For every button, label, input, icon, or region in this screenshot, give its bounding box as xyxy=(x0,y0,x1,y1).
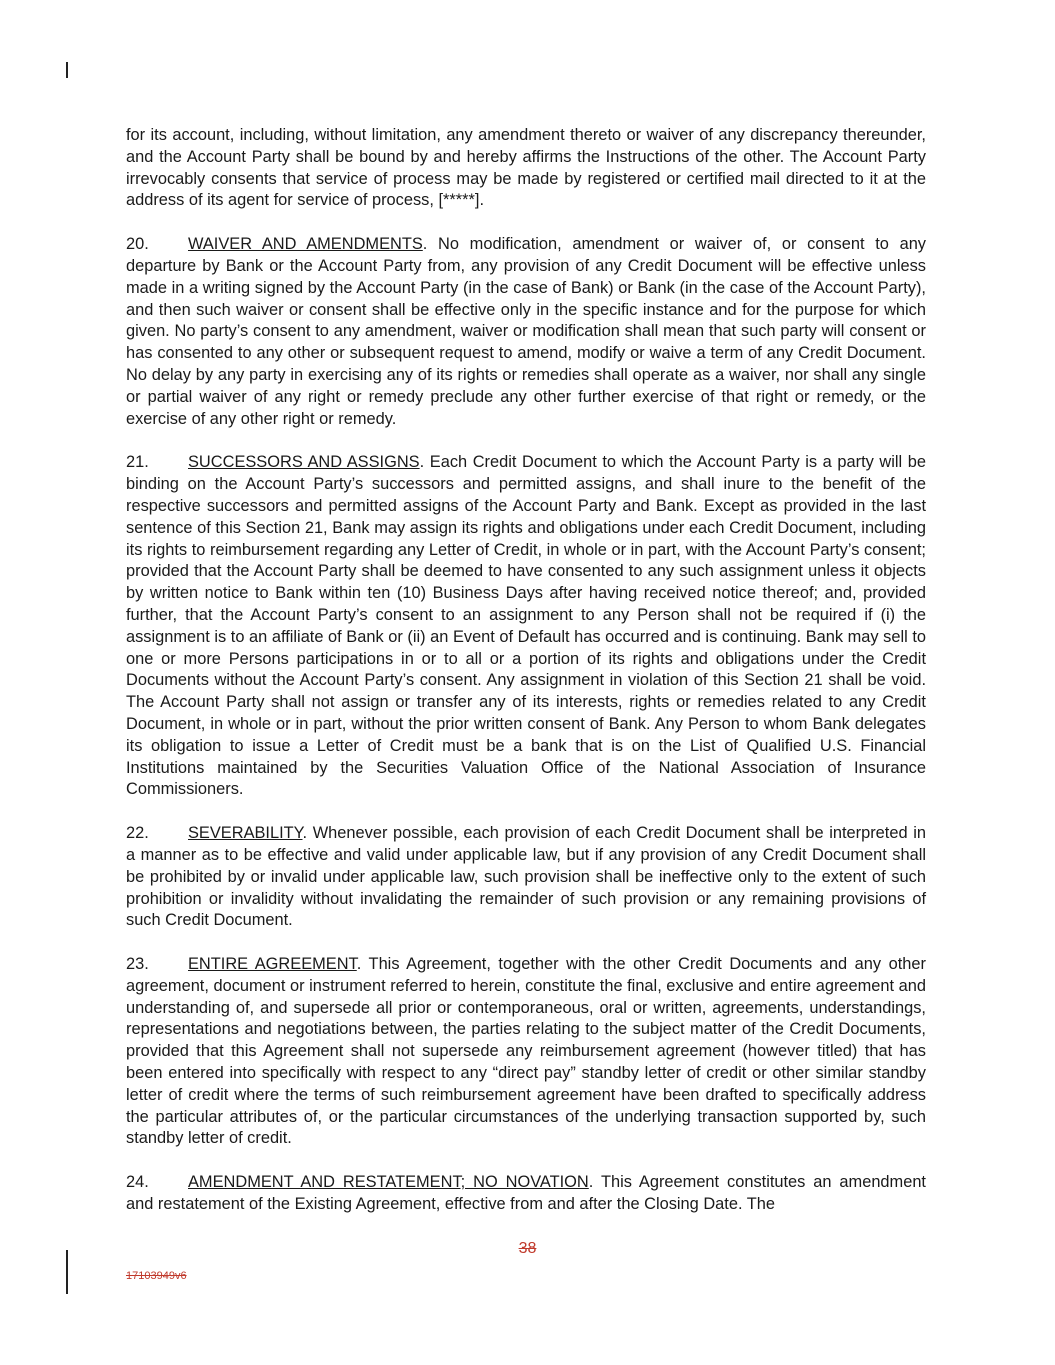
section-body: . This Agreement, together with the other Credit Documents and any other agreement, document or instrument referred to herein, constitute the final, exclusive and entire agreement and understanding of, and supersede all prior or contemporaneous, oral or written, agreements, understandings, representations and negotiations between, the parties relating to the subject matter of the Credit Documents, provided that this Agreement shall not supersede any reimbursement agreement (however titled) that has been entered into specifically with respect to any “direct pay” standby letter of credit or other similar standby letter of credit where the terms of such reimbursement agreement have been drafted to specifically address the particular attributes of, or the particular circumstances of the underlying transaction supported by, such standby letter of credit. xyxy=(126,955,926,1148)
section-number: 24. xyxy=(126,1173,149,1192)
document-id: 17103949v6 xyxy=(126,1270,187,1282)
page-number: 38 xyxy=(518,1240,537,1257)
section-body: . Each Credit Document to which the Account Party is a party will be binding on the Account Party’s successors and permitted assigns, and shall inure to the benefit of the respective successors and permitted assigns of the Account Party and Bank. Except as provided in the last sentence of this Section 21, Bank may assign its rights and obligations under each Credit Document, including its rights to reimbursement regarding any Letter of Credit, in whole or in part, with the Account Party’s consent; provided that the Account Party shall be deemed to have consented to any such assignment unless it objects by written notice to Bank within ten (10) Business Days after having received notice thereof; and, provided further, that the Account Party’s consent to an assignment to any Person shall not be required if (i) the assignment is to an affiliate of Bank or (ii) an Event of Default has occurred and is continuing. Bank may sell to one or more Persons participations in or to all or a portion of its rights and obligations under the Credit Documents without the Account Party’s consent. Any assignment in violation of this Section 21 shall be void. The Account Party shall not assign or transfer any of its interests, rights or remedies related to any Credit Document, in whole or in part, without the prior written consent of Bank. Any Person to whom Bank delegates its obligation to issue a Letter of Credit must be a bank that is on the List of Qualified U.S. Financial Institutions maintained by the Securities Valuation Office of the National Association of Insurance Commissioners. xyxy=(126,453,926,799)
change-bar-top xyxy=(66,62,68,78)
section-number: 23. xyxy=(126,955,149,974)
section-title: SUCCESSORS AND ASSIGNS xyxy=(188,453,420,472)
section-number: 21. xyxy=(126,453,149,472)
section-title: WAIVER AND AMENDMENTS xyxy=(188,235,423,254)
section-title: AMENDMENT AND RESTATEMENT; NO NOVATION xyxy=(188,1173,589,1192)
section-number: 20. xyxy=(126,235,149,254)
intro-paragraph: for its account, including, without limitation, any amendment thereto or waiver of any discrepancy thereunder, and the Account Party shall be bound by and hereby affirms the Instructions of the other. The Account Party irrevocably consents that service of process may be made by registered or certified mail directed to it at the address of its agent for service of process, [*****]. xyxy=(126,126,926,210)
section-title: SEVERABILITY xyxy=(188,824,303,843)
section-title: ENTIRE AGREEMENT xyxy=(188,955,357,974)
section-body: . No modification, amendment or waiver of, or consent to any departure by Bank or the Account Party from, any provision of any Credit Document will be effective unless made in a writing signed by the Account Party (in the case of Bank) or Bank (in the case of the Account Party), and then such waiver or consent shall be effective only in the specific instance and for the purpose for which given. No party’s consent to any amendment, waiver or modification shall mean that such party will consent or has consented to any other or subsequent request to amend, modify or waive a term of any Credit Document. No delay by any party in exercising any of its rights or remedies shall operate as a waiver, nor shall any single or partial waiver of any right or remedy preclude any other further exercise of that right or remedy, or the exercise of any other right or remedy. xyxy=(126,235,927,428)
section-20 xyxy=(126,234,926,430)
section-body: . This Agreement constitutes an amendment and restatement of the Existing Agreement, effective from and after the Closing Date. The xyxy=(126,1173,926,1214)
section-24 xyxy=(126,1172,926,1216)
section-body: . Whenever possible, each provision of each Credit Document shall be interpreted in a manner as to be effective and valid under applicable law, but if any provision of any Credit Document shall be prohibited by or invalid under applicable law, such provision shall be ineffective only to the extent of such prohibition or invalidity without invalidating the remainder of such provision or any remaining provisions of such Credit Document. xyxy=(126,824,926,930)
section-23 xyxy=(126,954,926,1150)
page-body xyxy=(126,125,926,1238)
section-number: 22. xyxy=(126,824,149,843)
section-21 xyxy=(126,452,926,801)
section-22 xyxy=(126,823,926,932)
